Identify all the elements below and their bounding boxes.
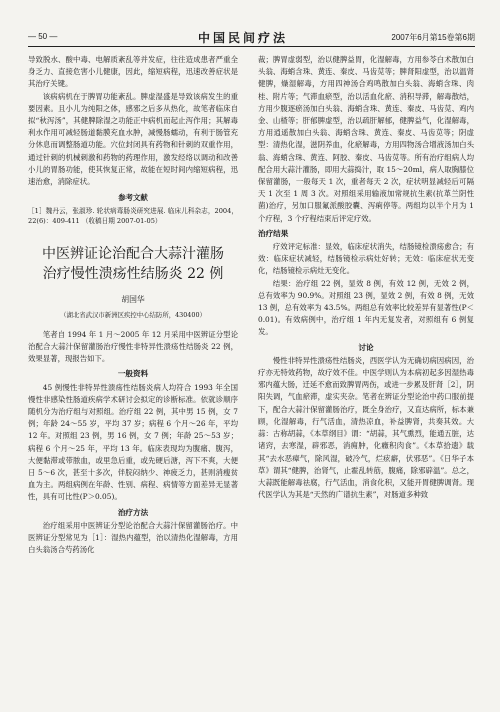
page-number: — 50 — bbox=[28, 32, 58, 41]
body-paragraph: 该病病机在于脾胃功能紊乱。脾虚湿盛是导致该病发生的重要因素。且小儿为纯阳之体，感邪之后多从热化，故笔者临床自拟“秋泻汤”，其健脾除湿之功能正中病机而起止泻作用；其解毒利水作用可减轻肠道黏膜充血水肿，减慢肠蠕动，有利于肠管充分休息而调整肠道功能。穴位封闭具有药物和针刺的双重作用，通过针刺的机械刺激和药物的药理作用，激发经络以调动和改善小儿的胃肠功能，使其恢复正常，故能在短时间内缩短病程，迅速治愈，消除症状。 bbox=[28, 91, 238, 187]
section-heading: 一般资料 bbox=[117, 369, 149, 379]
article-title-line: 治疗慢性溃疡性结肠炎 22 例 bbox=[42, 266, 224, 283]
section-heading: 治疗方法 bbox=[117, 507, 149, 517]
body-paragraph: 治疗组采用中医辨证分型论治配合大蒜汁保留灌肠治疗。中医辨证分型常见为［1］：湿热内蕴型，治以清热化湿解毒，方用白头翁汤合芍药汤化 bbox=[28, 520, 238, 555]
body-paragraph: 结果：治疗组 22 例，显效 8 例，有效 12 例，无效 2 例，总有效率为 90.9%。对照组 23 例，显效 2 例，有效 8 例，无效 13 例，总有效率为 43.5%。两组总有效率比较差异有显著性(P＜0.01)。有效病例中，治疗组 1 年内无复发者，对照组有 6 例复发。 bbox=[258, 278, 474, 337]
header-rule bbox=[28, 46, 475, 47]
left-column bbox=[28, 54, 238, 557]
body-paragraph: 45 例慢性非特异性溃疡性结肠炎病人均符合 1993 年全国慢性非感染性肠道疾病学术研讨会拟定的诊断标准。依就诊顺序随机分为治疗组与对照组。治疗组 22 例，其中男 15 例，女 7 例；年龄 24～55 岁，平均 37 岁；病程 6 个月～26 年，平均 12 年。对照组 23 例，男 16 例，女 7 例；年龄 25～53 岁；病程 6 个月～25 年，平均 13 年。临床表现均为腹痛、腹泻，大便黏滞或带脓血，或里急后重，或先硬后溏，泻下不爽，大便日 5～6 次，甚至十多次，伴脘闷纳少、神疲乏力，甚则消瘦贫血为主。两组病例在年龄、性别、病程、病情等方面差异无显著性，具有可比性(P＞0.05)。 bbox=[28, 382, 238, 502]
issue-info: 2007年6月第15卷第6期 bbox=[391, 33, 475, 42]
article-title bbox=[28, 244, 238, 284]
section-heading: 讨论 bbox=[358, 342, 374, 352]
body-paragraph: 裁；脾胃虚弱型，治以健脾益胃，化湿解毒，方用参苓白术散加白头翁、海蛸含珠、黄连、秦皮、马齿苋等；脾肾阳虚型，治以温肾健脾，燥湿解毒，方用四神汤合鸡鸣散加白头翁、海蛸含珠、肉桂、附片等；气滞血瘀型，治以活血化瘀、消积导滞，解毒散结，方用少腹逐瘀汤加白头翁、海蛸含珠、黄连、秦皮、马齿苋、鸡内金、山楂等；肝郁脾虚型，治以疏肝解郁，健脾益气，化湿解毒，方用逍遥散加白头翁、海蛸含珠、黄连、秦皮、马齿苋等；阴虚型：清热化湿，滋阴养血，化瘀解毒，方用四物汤合增液汤加白头翁、海蛸含珠、黄连、阿胶、秦皮、马齿苋等。所有治疗组病人均配合用大蒜汁灌肠，即用大蒜捣汁，取 15～20ml，病人取胸膝位保留灌肠，一般每天 1 次，重者每天 2 次，症状明显减轻后可隔天 1 次至 1 周 3 次。对照组采用输液加常规抗生素(抗革兰阴性菌)治疗，另加口服氟派酸胶囊、泻痢停等。两组均以半个月为 1 个疗程，3 个疗程结束后评定疗效。 bbox=[258, 55, 474, 223]
intro-paragraph: 笔者自 1994 年 1 月～2005 年 12 月采用中医辨证分型论治配合大蒜汁保留灌肠治疗慢性非特异性溃疡性结肠炎 22 例，效果显著，现报告如下。 bbox=[28, 329, 238, 364]
body-paragraph: 导致脱水、酸中毒、电解质紊乱等并发症，往往造成患者严重全身乏力、直接危害小儿健康，因此，缩短病程，迅速改善症状是其治疗关键。 bbox=[28, 55, 238, 89]
reference-item: ［1］魏丹云，张淑珍. 轮状病毒肠炎研究进展. 临床儿科杂志，2004，22(6)：409-411 （收稿日期 2007-01-05） bbox=[28, 207, 238, 226]
section-heading: 治疗结果 bbox=[258, 228, 289, 238]
author-name: 胡国华 bbox=[121, 295, 145, 305]
author-affiliation: （湖北省武汉市新洲区疾控中心结防所，430400） bbox=[60, 310, 206, 319]
references-heading: 参考文献 bbox=[118, 193, 148, 203]
journal-title: 中国民间疗法 bbox=[198, 31, 289, 45]
right-column bbox=[258, 54, 474, 501]
article-title-line: 中医辨证论治配合大蒜汁灌肠 bbox=[42, 246, 224, 263]
page-header bbox=[28, 30, 475, 44]
body-paragraph: 疗效评定标准：显效，临床症状消失，结肠镜检溃疡愈合；有效：临床症状减轻，结肠镜检示病灶好转；无效：临床症状无变化，结肠镜检示病灶无变化。 bbox=[258, 242, 474, 276]
body-paragraph: 慢性非特异性溃疡性结肠炎，西医学认为无确切病因病因，治疗亦无特效药物，故疗效不佳。中医学则认为本病初起多因湿热毒邪内蕴大肠，迁延不愈而致脾胃两伤，或进一步累及肝肾［2］，阴阳失调，气血瘀滞，虚实夹杂。笔者在辨证分型论治中药口服前提下，配合大蒜汁保留灌肠治疗，既全身治疗，又直达病所，标本兼顾，化湿解毒，行气活血，清热凉血，补益脾肾，共奏其效。大蒜：古称胡蒜，《本草纲目》谓：“胡蒜，其气熏烈，能通五脏，达诸窍，去寒湿，辟邪恶，消痈肿，化癥积肉食”。《本草拾遗》载其“去水恶瘴气，除风湿，破冷气，烂痃癖，伏邪恶”。《日华子本草》谓其“健脾，治肾气，止霍乱转筋，腹痛，除邪辟温”。总之，大蒜既能解毒祛腐，行气活血，消食化积，又能开胃健脾调肾。现代医学认为其是“天然的广谱抗生素”，对肠道多种致 bbox=[258, 355, 474, 500]
